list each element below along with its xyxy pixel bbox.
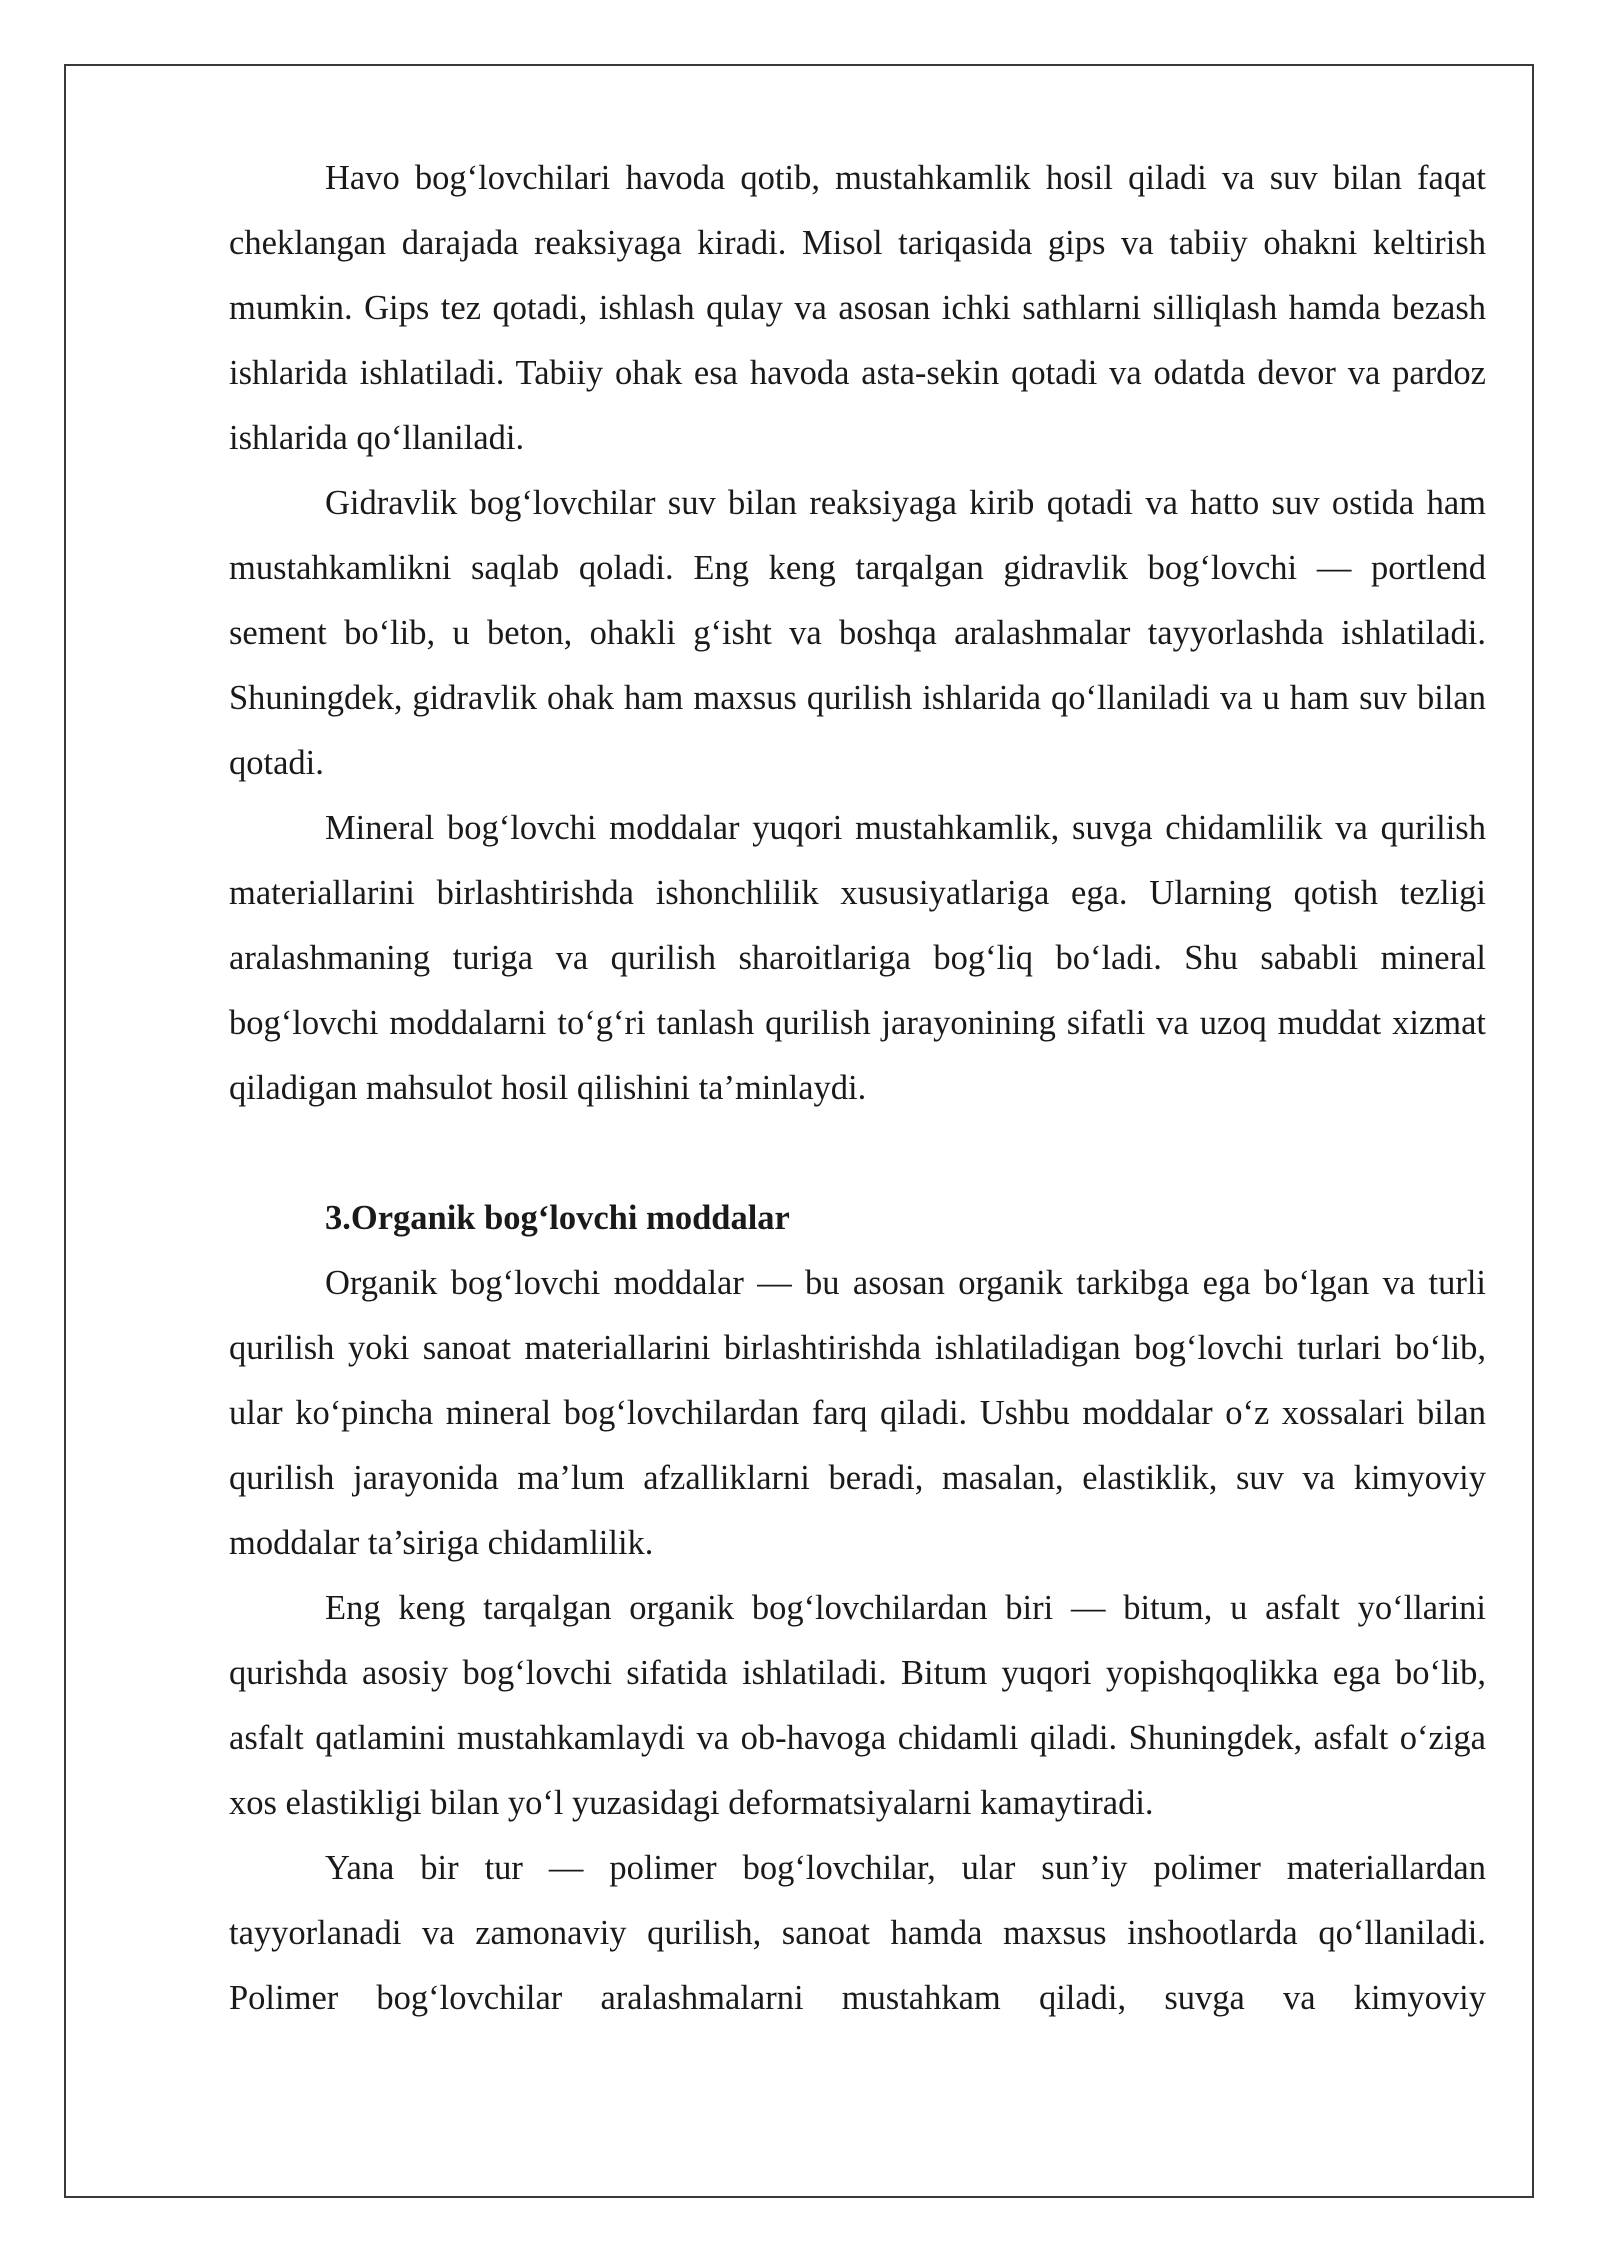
paragraph-organic-binders: Organik bog‘lovchi moddalar — bu asosan organik tarkibga ega bo‘lgan va turli qurilish yoki sanoat materiallarini birlashtirishda ishlatiladigan bog‘lovchi turlari bo‘lib, ular ko‘pincha mineral bog‘lovchilardan farq qiladi. Ushbu moddalar o‘z xossalari bilan qurilish jarayonida ma’lum afzalliklarni beradi, masalan, elastiklik, suv va kimyoviy moddalar ta’siriga chidamlilik. [229, 1264, 1486, 1562]
section-heading: 3.Organik bog‘lovchi moddalar [325, 1199, 790, 1237]
paragraph-air-binders: Havo bog‘lovchilari havoda qotib, mustahkamlik hosil qiladi va suv bilan faqat cheklangan darajada reaksiyaga kiradi. Misol tariqasida gips va tabiiy ohakni keltirish mumkin. Gips tez qotadi, ishlash qulay va asosan ichki sathlarni silliqlash hamda bezash ishlarida ishlatiladi. Tabiiy ohak esa havoda asta-sekin qotadi va odatda devor va pardoz ishlarida qo‘llaniladi. [229, 159, 1486, 457]
paragraph-bitumen: Eng keng tarqalgan organik bog‘lovchilardan biri — bitum, u asfalt yo‘llarini qurishda asosiy bog‘lovchi sifatida ishlatiladi. Bitum yuqori yopishqoqlikka ega bo‘lib, asfalt qatlamini mustahkamlaydi va ob-havoga chidamli qiladi. Shuningdek, asfalt o‘ziga xos elastikligi bilan yo‘l yuzasidagi deformatsiyalarni kamaytiradi. [229, 1589, 1486, 1822]
paragraph-mineral-binders: Mineral bog‘lovchi moddalar yuqori mustahkamlik, suvga chidamlilik va qurilish materiallarini birlashtirishda ishonchlilik xususiyatlariga ega. Ularning qotish tezligi aralashmaning turiga va qurilish sharoitlariga bog‘liq bo‘ladi. Shu sababli mineral bog‘lovchi moddalarni to‘g‘ri tanlash qurilish jarayonining sifatli va uzoq muddat xizmat qiladigan mahsulot hosil qilishini ta’minlaydi. [229, 809, 1486, 1107]
paragraph-hydraulic-binders: Gidravlik bog‘lovchilar suv bilan reaksiyaga kirib qotadi va hatto suv ostida ham mustahkamlikni saqlab qoladi. Eng keng tarqalgan gidravlik bog‘lovchi — portlend sement bo‘lib, u beton, ohakli g‘isht va boshqa aralashmalar tayyorlashda ishlatiladi. Shuningdek, gidravlik ohak ham maxsus qurilish ishlarida qo‘llaniladi va u ham suv bilan qotadi. [229, 484, 1486, 782]
document-body [229, 146, 1486, 2031]
paragraph-polymer-binders: Yana bir tur — polimer bog‘lovchilar, ular sun’iy polimer materiallardan tayyorlanadi va zamonaviy qurilish, sanoat hamda maxsus inshootlarda qo‘llaniladi. Polimer bog‘lovchilar aralashmalarni mustahkam qiladi, suvga va kimyoviy [229, 1849, 1486, 2017]
